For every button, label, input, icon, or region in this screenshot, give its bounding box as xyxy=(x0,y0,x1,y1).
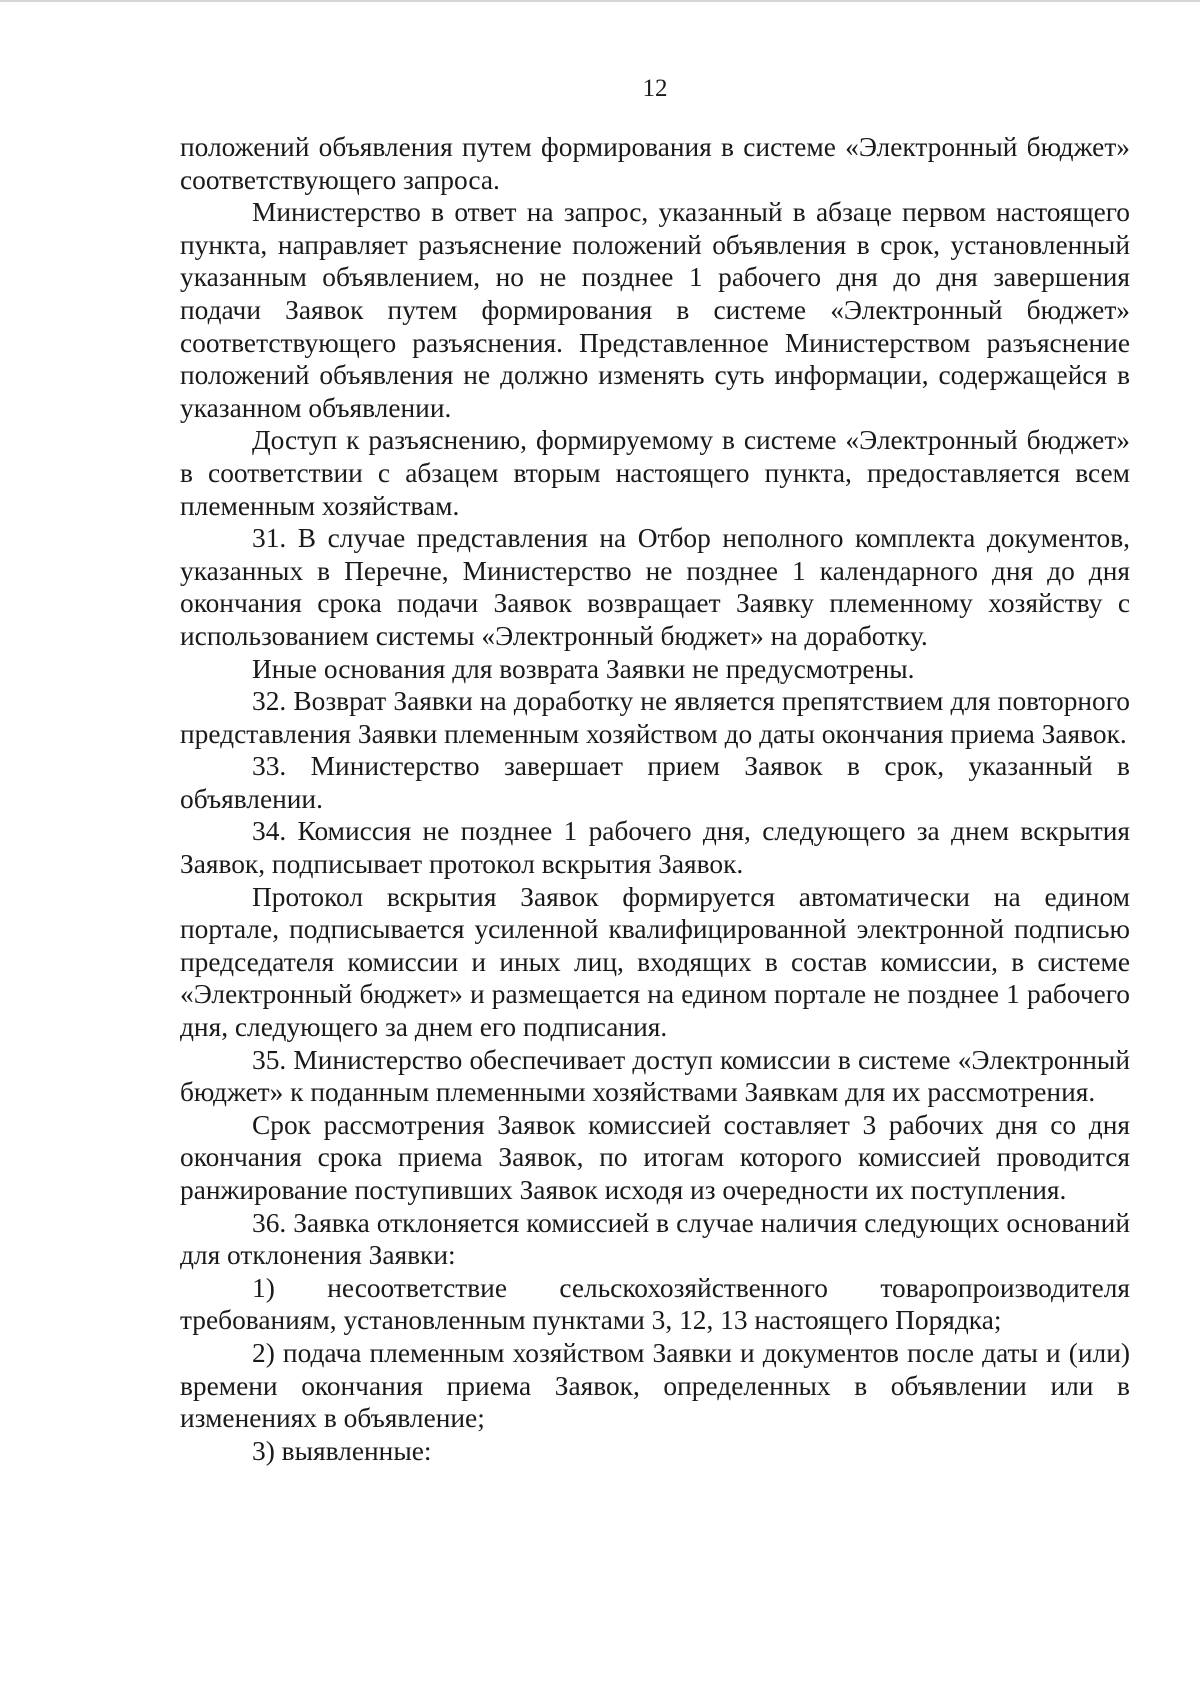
list-item: 3) выявленные: xyxy=(252,1435,432,1466)
paragraph-item-34: 34. Комиссия не позднее 1 рабочего дня, следующего за днем вскрытия Заявок, подписывает протокол вскрытия Заявок. xyxy=(180,816,1130,880)
paragraph: Иные основания для возврата Заявки не предусмотрены. xyxy=(252,653,915,684)
paragraph-item-33: 33. Министерство завершает прием Заявок в срок, указанный в объявлении. xyxy=(180,751,1130,814)
paragraph-item-36: 36. Заявка отклоняется комиссией в случае наличия следующих оснований для отклонения Заявки: xyxy=(180,1207,1130,1271)
list-item: 1) несоответствие сельскохозяйственного товаропроизводителя требованиям, установленным пунктами 3, 12, 13 настоящего Порядка; xyxy=(180,1272,1130,1336)
paragraph: Протокол вскрытия Заявок формируется автоматически на едином портале, подписывается усиленной квалифицированной электронной подписью председателя комиссии и иных лиц, входящих в состав комиссии, в системе «Электронный бюджет» и размещается на едином портале не позднее 1 рабочего дня, следующего за днем его подписания. xyxy=(180,881,1130,1043)
document-body xyxy=(180,131,1130,1467)
paragraph: Доступ к разъяснению, формируемому в системе «Электронный бюджет» в соответствии с абзацем вторым настоящего пункта, предоставляется всем племенным хозяйствам. xyxy=(180,425,1130,521)
list-item: 2) подача племенным хозяйством Заявки и документов после даты и (или) времени окончания приема Заявок, определенных в объявлении или в изменениях в объявление; xyxy=(180,1337,1130,1434)
page-number: 12 xyxy=(642,75,668,102)
paragraph-item-32: 32. Возврат Заявки на доработку не является препятствием для повторного представления Заявки племенным хозяйством до даты окончания приема Заявок. xyxy=(180,686,1130,749)
paragraph-continuation: положений объявления путем формирования в системе «Электронный бюджет» соответствующего запроса. xyxy=(180,132,1130,195)
page-top-edge xyxy=(0,0,1200,2)
paragraph-item-35: 35. Министерство обеспечивает доступ комиссии в системе «Электронный бюджет» к поданным племенными хозяйствами Заявкам для их рассмотрения. xyxy=(180,1044,1130,1108)
paragraph-item-31: 31. В случае представления на Отбор неполного комплекта документов, указанных в Перечне, Министерство не позднее 1 календарного дня до дня окончания срока подачи Заявок возвращает Заявку племенному хозяйству с использованием системы «Электронный бюджет» на доработку. xyxy=(180,523,1130,651)
paragraph: Министерство в ответ на запрос, указанный в абзаце первом настоящего пункта, направляет разъяснение положений объявления в срок, установленный указанным объявлением, но не позднее 1 рабочего дня до дня завершения подачи Заявок путем формирования в системе «Электронный бюджет» соответствующего разъяснения. Представленное Министерством разъяснение положений объявления не должно изменять суть информации, содержащейся в указанном объявлении. xyxy=(180,197,1130,423)
paragraph: Срок рассмотрения Заявок комиссией составляет 3 рабочих дня со дня окончания срока приема Заявок, по итогам которого комиссией проводится ранжирование поступивших Заявок исходя из очередности их поступления. xyxy=(180,1109,1130,1205)
